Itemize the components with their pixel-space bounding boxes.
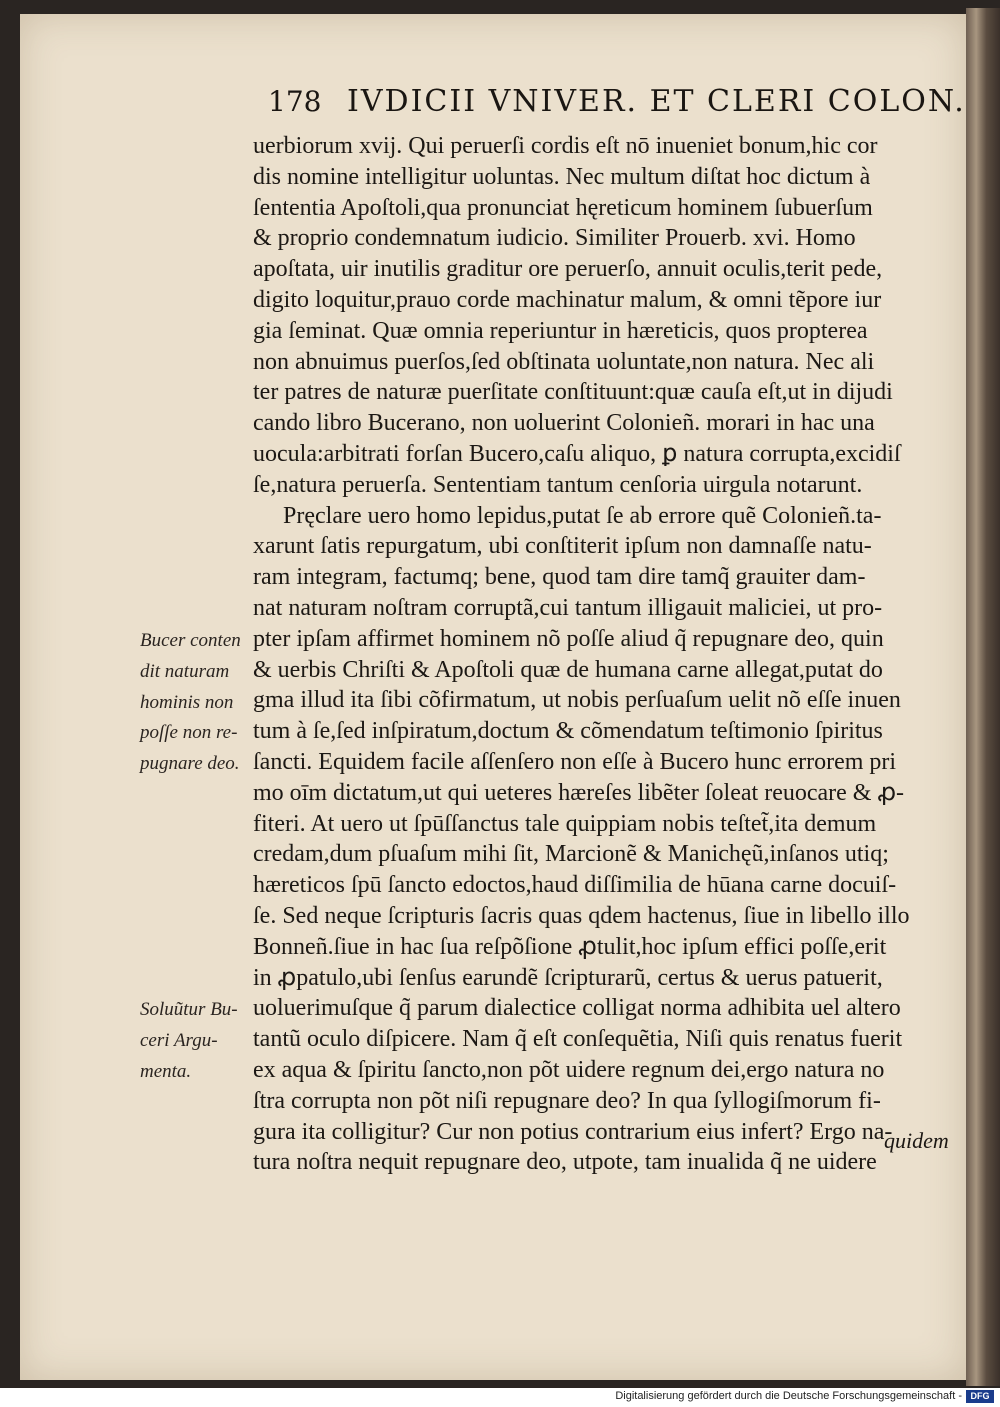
footer-credit: Digitalisierung gefördert durch die Deutsche Forschungsgemeinschaft -	[615, 1390, 962, 1402]
marginal-note-line: poſſe non re-	[140, 722, 238, 744]
text-line: tum à ſe,ſed inſpiratum,doctum & cõmendatum teſtimonio ſpiritus	[253, 718, 883, 745]
text-line: dis nomine intelligitur uoluntas. Nec multum diſtat hoc dictum à	[253, 163, 871, 190]
text-line: & proprio condemnatum iudicio. Similiter Prouerb. xvi. Homo	[253, 225, 856, 252]
text-line: gia ſeminat. Quæ omnia reperiuntur in hæreticis, quos propterea	[253, 317, 868, 344]
marginal-note-line: hominis non	[140, 691, 234, 713]
text-line: gura ita colligitur? Cur non potius contrarium eius infert? Ergo na-	[253, 1118, 893, 1145]
text-line: ram integram, factumq; bene, quod tam dire tamq̃ grauiter dam-	[253, 564, 866, 591]
dfg-logo-icon: DFG	[966, 1390, 994, 1403]
text-line: hæreticos ſpū ſancto edoctos,haud diſſimilia de hūana carne docuiſ-	[253, 872, 897, 899]
text-line: ſententia Apoſtoli,qua pronunciat hęreticum hominem ſubuerſum	[253, 194, 873, 221]
marginal-note-bucer	[140, 626, 260, 780]
marginal-note-line: Soluũtur Bu-	[140, 999, 238, 1020]
text-line: fiteri. At uero ut ſpūſſanctus tale quippiam nobis teſtet̃,ita demum	[253, 810, 877, 837]
text-line: tura noſtra nequit repugnare deo, utpote, tam inualida q̃ ne uidere	[253, 1149, 877, 1176]
text-line: ex aqua & ſpiritu ſancto,non põt uidere regnum dei,ergo natura no	[253, 1056, 885, 1083]
marginal-note-line: ceri Argu-	[140, 1029, 218, 1051]
body-text	[253, 131, 953, 1178]
marginal-note-line: menta.	[140, 1060, 192, 1082]
text-line: gma illud ita ſibi cõfirmatum, ut nobis perſuaſum uelit nõ eſſe inuen	[253, 687, 901, 714]
marginal-note-line: pugnare deo.	[140, 753, 240, 775]
text-line: Pręclare uero homo lepidus,putat ſe ab errore quẽ Colonieñ.ta-	[283, 502, 882, 529]
text-line: pter ipſam affirmet hominem nõ poſſe aliud q̃ repugnare deo, quin	[253, 625, 884, 652]
text-line: cando libro Bucerano, non uoluerint Colonieñ. morari in hac una	[253, 410, 875, 437]
catchword: quidem	[884, 1128, 949, 1153]
text-line: uocula:arbitrati forſan Bucero,caſu aliquo, ꝑ natura corrupta,excidiſ	[253, 440, 901, 467]
text-line: non abnuimus puerſos,ſed obſtinata uoluntate,non natura. Nec ali	[253, 348, 875, 375]
text-line: ſe,natura peruerſa. Sententiam tantum cenſoria uirgula notarunt.	[253, 471, 863, 498]
text-line: nat naturam noſtram corruptã,cui tantum illigauit maliciei, ut pro-	[253, 594, 883, 621]
running-header	[268, 84, 966, 132]
text-line: uerbiorum xvij. Qui peruerſi cordis eſt nō inueniet bonum,hic cor	[253, 133, 878, 159]
text-line: xarunt ſatis repurgatum, ubi conſtiterit ipſum non damnaſſe natu-	[253, 533, 872, 560]
text-line: ſtra corrupta non põt niſi repugnare deo? In qua ſyllogiſmorum fi-	[253, 1087, 881, 1114]
text-line: credam,dum pſuaſum mihi ſit, Marcionẽ & Manichęũ,inſanos utiq;	[253, 841, 889, 868]
running-title: IVDICII VNIVER. ET CLERI COLON.	[347, 84, 966, 119]
text-line: digito loquitur,prauo corde machinatur malum, & omni tẽpore iur	[253, 286, 882, 313]
text-line: tantũ oculo diſpicere. Nam q̃ eſt conſequẽtia, Niſi quis renatus fuerit	[253, 1026, 903, 1053]
marginal-note-line: Bucer conten	[140, 630, 241, 651]
marginal-note-line: dit naturam	[140, 660, 230, 682]
book-page-edge	[966, 8, 1000, 1386]
text-line: ſancti. Equidem facile aſſenſero non eſſe à Bucero hunc errorem pri	[253, 748, 897, 775]
text-line: mo oīm dictatum,ut qui ueteres hæreſes libẽter ſoleat reuocare & ꝓ-	[253, 779, 905, 806]
page-number: 178	[268, 85, 322, 118]
text-line: ter patres de naturæ puerſitate conſtituunt:quæ cauſa eſt,ut in dijudi	[253, 379, 893, 406]
marginal-note-soluuntur	[140, 995, 260, 1087]
text-line: Bonneñ.ſiue in hac ſua reſpõſione ꝓtulit,hoc ipſum effici poſſe,erit	[253, 933, 887, 960]
footer-bar	[0, 1388, 1000, 1407]
text-line: apoſtata, uir inutilis graditur ore peruerſo, annuit oculis,terit pede,	[253, 256, 883, 283]
text-line: in ꝓpatulo,ubi ſenſus earundẽ ſcripturarũ, certus & uerus patuerit,	[253, 964, 883, 991]
text-line: uoluerimuſque q̃ parum dialectice colligat norma adhibita uel altero	[253, 995, 901, 1022]
text-line: & uerbis Chriſti & Apoſtoli quæ de humana carne allegat,putat do	[253, 656, 883, 683]
text-line: ſe. Sed neque ſcripturis ſacris quas qdem hactenus, ſiue in libello illo	[253, 902, 910, 929]
